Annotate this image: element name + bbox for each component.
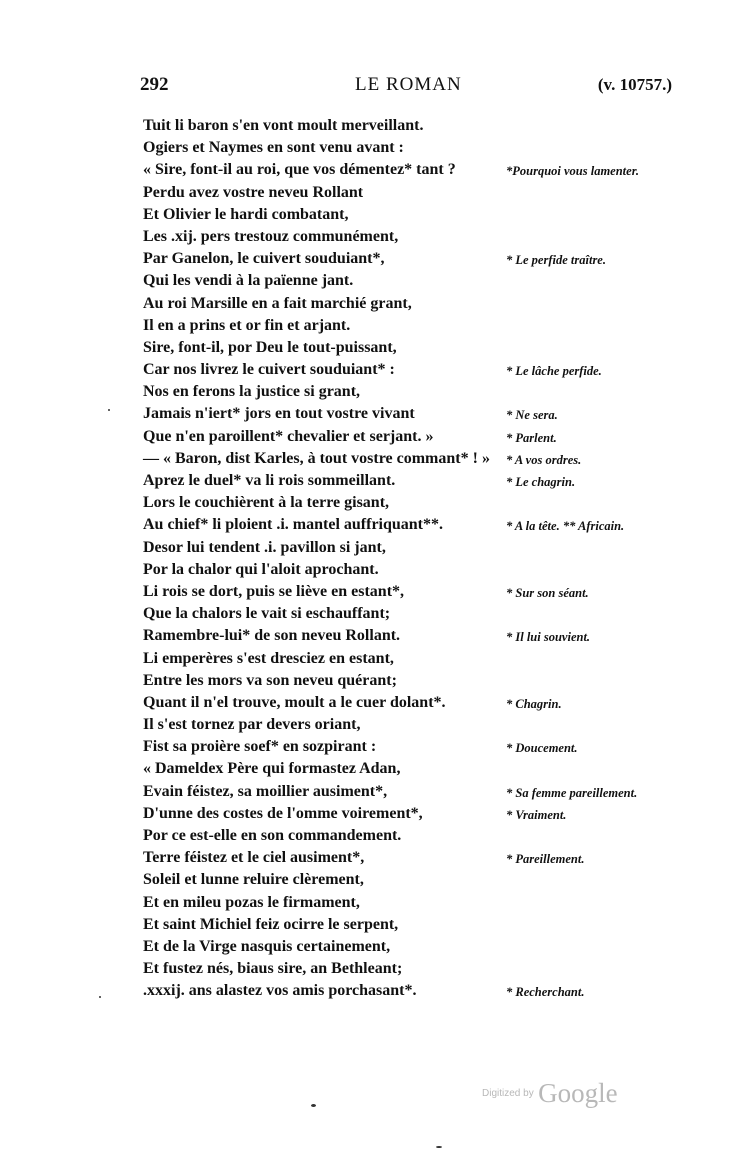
verse-text: D'unne des costes de l'omme voirement*, [143, 804, 423, 822]
verse-line [143, 714, 703, 736]
verse-text: Par Ganelon, le cuivert souduiant*, [143, 250, 385, 268]
verse-line [143, 825, 703, 847]
verse-line [143, 670, 703, 692]
verse-line [143, 182, 703, 204]
gloss-note: * Le perfide traître. [506, 253, 606, 268]
verse-line [143, 537, 703, 559]
gloss-note: * Il lui souvient. [506, 630, 591, 645]
gloss-note: * A la tête. ** Africain. [506, 519, 625, 534]
verse-line [143, 204, 703, 226]
verse-text: Et Olivier le hardi combatant, [143, 205, 349, 223]
verse-line [143, 115, 703, 137]
verse-text: Et fustez nés, biaus sire, an Bethleant; [143, 960, 403, 978]
verse-line [143, 980, 703, 1002]
verse-line [143, 581, 703, 603]
verse-line [143, 559, 703, 581]
verse-text: Et de la Virge nasquis certainement, [143, 937, 391, 955]
verse-line [143, 248, 703, 270]
poem-text [143, 115, 703, 1003]
verse-line [143, 492, 703, 514]
verse-text: — « Baron, dist Karles, à tout vostre commant* ! » [143, 449, 490, 467]
gloss-note: * Sur son séant. [506, 585, 589, 600]
verse-line [143, 293, 703, 315]
watermark-digitized-label: Digitized by [482, 1088, 534, 1099]
verse-text: « Dameldex Père qui formastez Adan, [143, 760, 401, 778]
verse-line [143, 315, 703, 337]
verse-text: Aprez le duel* va li rois sommeillant. [143, 472, 396, 489]
verse-text: Perdu avez vostre neveu Rollant [143, 183, 364, 201]
verse-text: Sire, font-il, por Deu le tout-puissant, [143, 338, 397, 356]
verse-line [143, 892, 703, 914]
verse-line [143, 270, 703, 292]
gloss-note: * Le chagrin. [506, 475, 576, 489]
verse-text: Li emperères s'est dresciez en estant, [143, 649, 394, 667]
print-speck [99, 996, 101, 998]
gloss-note: * Chagrin. [506, 696, 562, 711]
verse-line [143, 958, 703, 980]
watermark-google-logo: Google [538, 1078, 618, 1108]
verse-line [143, 337, 703, 359]
verse-text: Desor lui tendent .i. pavillon si jant, [143, 538, 386, 556]
verse-line [143, 914, 703, 936]
print-speck [108, 409, 110, 411]
verse-text: Ogiers et Naymes en sont venu avant : [143, 139, 404, 157]
verse-text: Nos en ferons la justice si grant, [143, 383, 361, 401]
verse-text: Fist sa proière soef* en sozpirant : [143, 738, 377, 756]
verse-line [143, 625, 703, 647]
page-header [140, 70, 672, 100]
verse-line [143, 736, 703, 758]
verse-line [143, 426, 703, 448]
gloss-note: * Ne sera. [506, 408, 558, 423]
verse-line [143, 159, 703, 181]
gloss-note: * Pareillement. [506, 852, 585, 867]
verse-text: Tuit li baron s'en vont moult merveillant. [143, 117, 424, 134]
verse-text: Entre les mors va son neveu quérant; [143, 671, 397, 689]
verse-text: .xxxij. ans alastez vos amis porchasant*. [143, 982, 417, 1000]
verse-line [143, 869, 703, 891]
verse-line [143, 603, 703, 625]
verse-text: Por la chalor qui l'aloit aprochant. [143, 560, 379, 578]
verse-text: Car nos livrez le cuivert souduiant* : [143, 361, 395, 379]
verse-text: Quant il n'el trouve, moult a le cuer dolant*. [143, 693, 446, 711]
gloss-note: * Doucement. [506, 741, 578, 756]
verse-text: Au chief* li ploient .i. mantel auffriquant**. [143, 516, 444, 534]
verse-line [143, 514, 703, 536]
verse-text: Et en mileu pozas le firmament, [143, 893, 360, 911]
verse-text: Evain féistez, sa moillier ausiment*, [143, 782, 388, 800]
verse-text: Li rois se dort, puis se liève en estant*, [143, 582, 405, 600]
gloss-note: * Parlent. [506, 430, 557, 445]
verse-text: Que la chalors le vait si eschauffant; [143, 605, 391, 623]
verse-text: Les .xij. pers trestouz communément, [143, 227, 399, 245]
verse-line [143, 226, 703, 248]
verse-text: Qui les vendi à la païenne jant. [143, 272, 354, 290]
verse-text: Por ce est-elle en son commandement. [143, 827, 402, 844]
verse-line [143, 381, 703, 403]
gloss-note: * Vraiment. [506, 807, 567, 822]
verse-text: Lors le couchièrent à la terre gisant, [143, 494, 390, 512]
verse-text: Terre féistez et le ciel ausiment*, [143, 849, 365, 867]
gloss-note: * Le lâche perfide. [506, 364, 602, 379]
verse-line [143, 137, 703, 159]
verse-text: Il s'est tornez par devers oriant, [143, 716, 361, 734]
verse-line [143, 758, 703, 780]
verse-line [143, 403, 703, 425]
print-speck [311, 1104, 316, 1107]
verse-line [143, 648, 703, 670]
gloss-note: * Sa femme pareillement. [506, 785, 638, 800]
verse-text: Soleil et lunne reluire clèrement, [143, 871, 364, 889]
verse-line [143, 803, 703, 825]
gloss-note: * Recherchant. [506, 985, 585, 1000]
verse-line [143, 692, 703, 714]
print-speck [436, 1146, 442, 1148]
verse-line [143, 359, 703, 381]
verse-line [143, 847, 703, 869]
verse-reference: (v. 10757.) [597, 75, 672, 94]
verse-text: « Sire, font-il au roi, que vos démentez* tant ? [143, 161, 456, 179]
verse-line [143, 470, 703, 492]
verse-line [143, 936, 703, 958]
digitized-by-google-watermark [482, 1078, 618, 1109]
verse-line [143, 448, 703, 470]
verse-text: Et saint Michiel feiz ocirre le serpent, [143, 915, 399, 933]
gloss-note: *Pourquoi vous lamenter. [506, 164, 640, 179]
gloss-note: * A vos ordres. [506, 452, 582, 467]
running-title: LE ROMAN [355, 74, 462, 95]
verse-text: Ramembre-lui* de son neveu Rollant. [143, 627, 401, 645]
verse-text: Jamais n'iert* jors en tout vostre vivant [143, 405, 415, 423]
verse-text: Il en a prins et or fin et arjant. [143, 316, 351, 334]
verse-text: Que n'en paroillent* chevalier et serjant. » [143, 427, 434, 445]
verse-text: Au roi Marsille en a fait marchié grant, [143, 294, 412, 312]
verse-line [143, 781, 703, 803]
page-number: 292 [140, 74, 169, 95]
